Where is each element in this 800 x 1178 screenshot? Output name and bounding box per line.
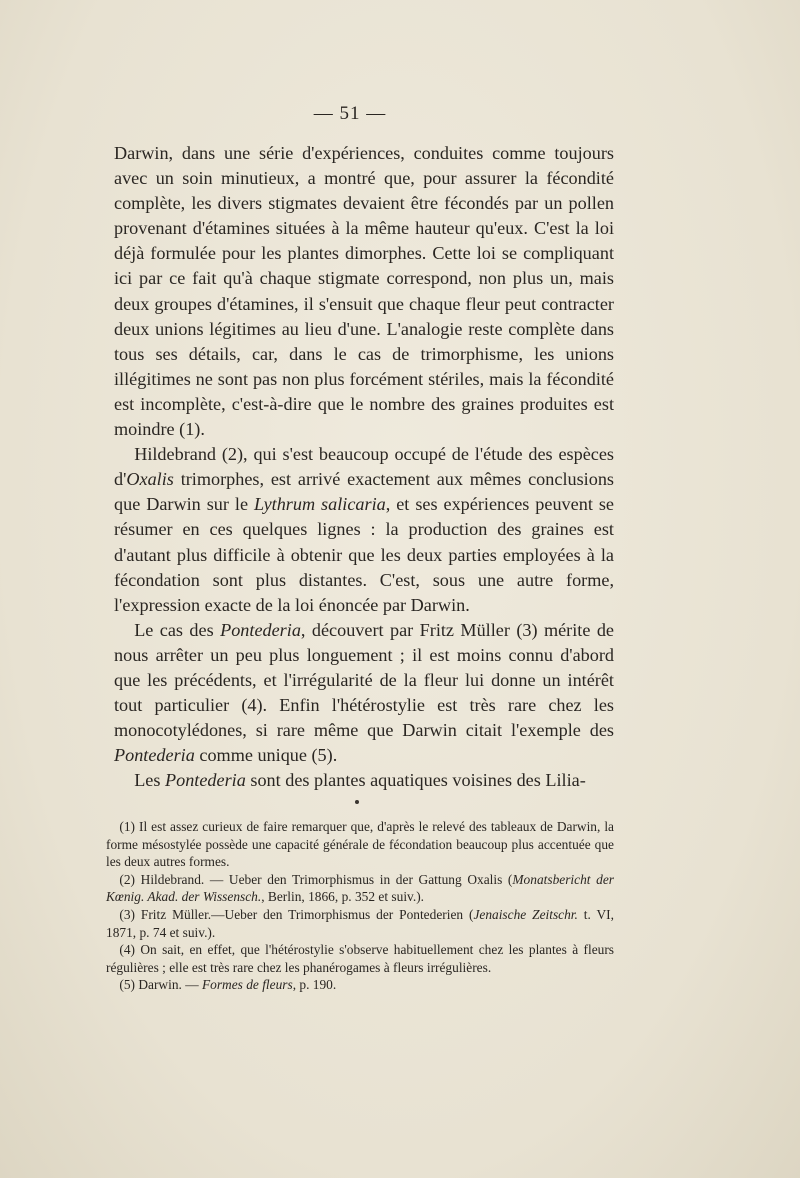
- paragraph-2: [114, 442, 614, 618]
- footnote-3-text: (3) Fritz Müller.—Ueber den Trimorphismus der Pontederien (: [119, 906, 474, 922]
- paragraph-2-text: Hildebrand (2), qui s'est beaucoup occupé de l'étude des espèces d': [114, 444, 614, 490]
- taxon-pontederia: Pontederia: [114, 745, 195, 766]
- footnote-2-journal: Monatsbericht der Kœnig. Akad. der Wissensch.: [106, 871, 615, 905]
- footnote-5: [106, 976, 614, 994]
- paragraph-3: [114, 618, 614, 769]
- taxon-pontederia: Pontederia: [220, 619, 301, 640]
- footnote-3: [106, 906, 614, 941]
- footnote-2-text: (2) Hildebrand. — Ueber den Trimorphismus in der Gattung Oxalis (: [119, 871, 513, 887]
- page-number: — 51 —: [313, 103, 387, 124]
- footnote-separator: [355, 800, 359, 804]
- taxon-lythrum: Lythrum salicaria: [254, 494, 386, 515]
- paragraph-4: [114, 768, 614, 793]
- footnote-2: [106, 871, 614, 906]
- footnote-1: [106, 818, 614, 871]
- footnote-3-text: t. VI, 1871, p. 74 et suiv.).: [106, 906, 614, 940]
- paragraph-3-text: comme unique (5).: [194, 745, 338, 766]
- paragraph-2-text: , et ses expériences peuvent se résumer en ces quelques lignes : la production des graines est d'autant plus difficile à obtenir que les deux parties employées à la fécondation sont plus distantes. C'est, sous une autre forme, l'expression exacte de la loi énoncée par Darwin.: [114, 494, 614, 615]
- paragraph-4-text: Les: [134, 770, 165, 791]
- footnote-4-text: (4) On sait, en effet, que l'hétérostylie s'observe habituellement chez les plantes à fleurs régulières ; elle est très rare chez les phanérogames à fleurs irrégulières.: [106, 942, 614, 975]
- footnote-5-text: , p. 190.: [292, 977, 337, 993]
- footnote-4: [106, 941, 614, 976]
- paragraph-1: Darwin, dans une série d'expériences, conduites comme toujours avec un soin minutieux, a montré que, pour assurer la fécondité complète, les divers stigmates devaient être fécondés par un pollen provenant d'étamines situées à la même hauteur qu'eux. C'est la loi déjà formulée pour les plantes dimorphes. Cette loi se compliquant ici par ce fait qu'à chaque stigmate correspond, non plus un, mais deux groupes d'étamines, il s'ensuit que chaque fleur peut contracter deux unions légitimes au lieu d'une. L'analogie reste complète dans tous ses détails, car, dans le cas de trimorphisme, les unions illégitimes ne sont pas non plus forcément stériles, mais la fécondité est incomplète, c'est-à-dire que le nombre des graines produites est moindre (1).: [114, 143, 614, 440]
- footnote-3-journal: Jenaische Zeitschr.: [473, 906, 578, 922]
- taxon-oxalis: Oxalis: [126, 469, 174, 490]
- paragraph-3-text: Le cas des: [134, 619, 221, 640]
- main-text: [114, 141, 614, 793]
- paragraph-2-text: trimorphes, est arrivé exactement aux mêmes conclusions que Darwin sur le: [114, 469, 614, 515]
- footnote-5-title: Formes de fleurs: [201, 977, 293, 993]
- footnote-2-text: , Berlin, 1866, p. 352 et suiv.).: [261, 889, 425, 905]
- paragraph-4-text: sont des plantes aquatiques voisines des Lilia-: [245, 770, 586, 791]
- footnote-5-text: (5) Darwin. —: [119, 977, 202, 993]
- taxon-pontederia: Pontederia: [165, 770, 246, 791]
- footnote-1-text: (1) Il est assez curieux de faire remarquer que, d'après le relevé des tableaux de Darwin, la forme mésostylée possède une capacité générale de fécondation beaucoup plus accentuée que les deux autres formes.: [106, 819, 614, 870]
- footnotes: [106, 818, 614, 994]
- paragraph-3-text: , découvert par Fritz Müller (3) mérite de nous arrêter un peu plus longuement ; il est moins connu d'abord que les précédents, et l'irrégularité de la fleur lui donne un intérêt tout particulier (4). Enfin l'hétérostylie est très rare chez les monocotylédones, si rare même que Darwin citait l'exemple des: [114, 619, 614, 741]
